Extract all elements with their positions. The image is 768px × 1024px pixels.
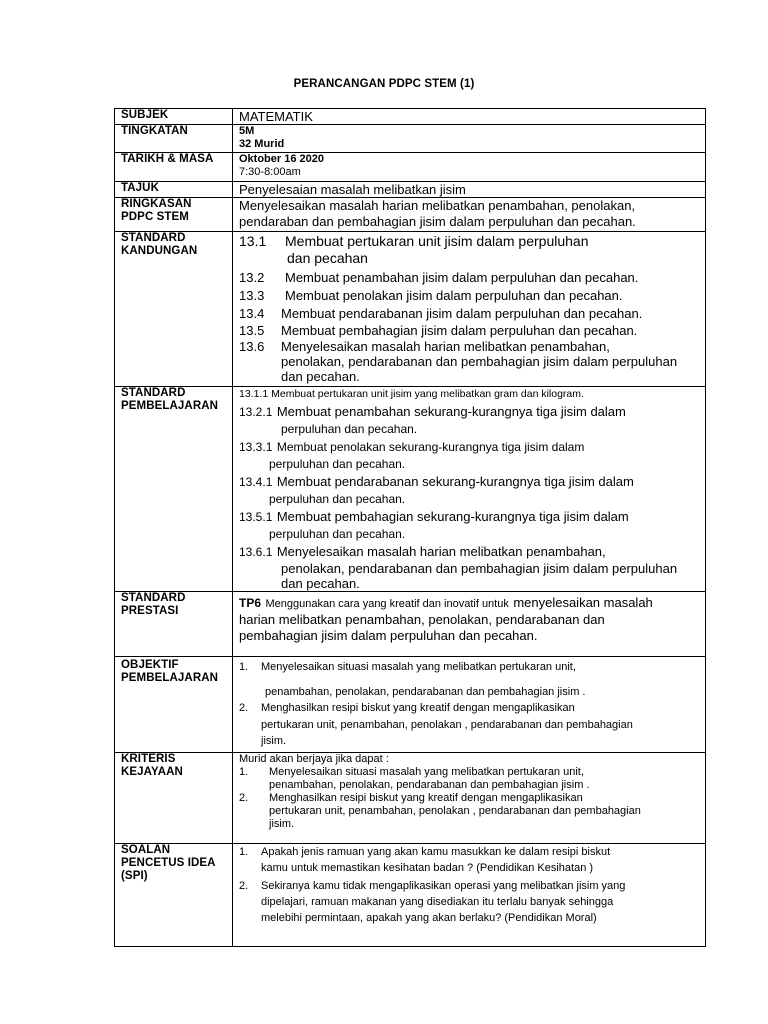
label-kandungan-1: STANDARD bbox=[121, 232, 186, 244]
ringkasan-line: pendaraban dan pembahagian jisim dalam perpuluhan dan pecahan. bbox=[239, 214, 636, 229]
label-kriteria-2: KEJAYAAN bbox=[121, 766, 183, 778]
label-objektif-2: PEMBELAJARAN bbox=[121, 672, 219, 684]
objektif-item: 1. Menyelesaikan situasi masalah yang melibatkan pertukaran unit, bbox=[239, 661, 576, 673]
label-pembelajaran-1: STANDARD bbox=[121, 387, 186, 399]
label-kandungan-2: KANDUNGAN bbox=[121, 245, 198, 257]
prestasi-rest: menyelesaikan masalah bbox=[513, 595, 653, 610]
kandungan-item: 13.1 Membuat pertukaran unit jisim dalam perpuluhan bbox=[239, 233, 589, 249]
label-soalan-1: SOALAN bbox=[121, 844, 171, 856]
objektif-item-cont: jisim. bbox=[261, 735, 287, 747]
label-prestasi-2: PRESTASI bbox=[121, 605, 179, 617]
objektif-item-cont: pertukaran unit, penambahan, penolakan , pendarabanan dan pembahagian bbox=[261, 719, 633, 731]
ringkasan-line: Menyelesaikan masalah harian melibatkan penambahan, penolakan, bbox=[239, 198, 636, 213]
soalan-item-cont: kamu untuk memastikan kesihatan badan ? (Pendidikan Kesihatan ) bbox=[261, 862, 594, 874]
pembelajaran-item-cont: perpuluhan dan pecahan. bbox=[269, 527, 406, 541]
pembelajaran-item: 13.5.1 Membuat pembahagian sekurang-kurangnya tiga jisim dalam bbox=[239, 509, 629, 524]
label-tarikh: TARIKH & MASA bbox=[115, 153, 233, 182]
row-tingkatan bbox=[115, 125, 706, 153]
kandungan-item: 13.4 Membuat pendarabanan jisim dalam perpuluhan dan pecahan. bbox=[239, 306, 643, 321]
prestasi-small: Menggunakan cara yang kreatif dan inovatif untuk bbox=[265, 598, 509, 610]
label-pembelajaran-2: PEMBELAJARAN bbox=[121, 400, 219, 412]
prestasi-tp: TP6 bbox=[239, 596, 262, 610]
kriteria-item: 1. Menyelesaikan situasi masalah yang melibatkan pertukaran unit, bbox=[239, 766, 584, 778]
value-tingkatan: 5M bbox=[239, 125, 255, 137]
row-objektif bbox=[115, 657, 706, 753]
value-tajuk: Penyelesaian masalah melibatkan jisim bbox=[233, 182, 706, 198]
label-subjek: SUBJEK bbox=[115, 109, 233, 125]
kriteria-intro: Murid akan berjaya jika dapat : bbox=[239, 753, 389, 765]
kriteria-item-cont: pertukaran unit, penambahan, penolakan , pendarabanan dan pembahagian bbox=[269, 805, 641, 817]
prestasi-line: harian melibatkan penambahan, penolakan, pendarabanan dan bbox=[239, 612, 605, 627]
document-title: PERANCANGAN PDPC STEM (1) bbox=[293, 78, 475, 90]
kriteria-item-cont: penambahan, penolakan, pendarabanan dan pembahagian jisim . bbox=[269, 779, 590, 791]
kandungan-item-cont: dan pecahan bbox=[287, 250, 368, 266]
pembelajaran-item: 13.1.1 Membuat pertukaran unit jisim yang melibatkan gram dan kilogram. bbox=[239, 388, 584, 400]
label-ringkasan-1: RINGKASAN bbox=[121, 198, 192, 210]
label-kriteria-1: KRITERIS bbox=[121, 753, 176, 765]
pembelajaran-item: 13.6.1 Menyelesaikan masalah harian melibatkan penambahan, bbox=[239, 544, 606, 559]
kandungan-item: 13.2 Membuat penambahan jisim dalam perpuluhan dan pecahan. bbox=[239, 270, 639, 285]
row-tajuk bbox=[115, 182, 706, 198]
kriteria-item-cont: jisim. bbox=[269, 818, 295, 830]
label-tajuk: TAJUK bbox=[115, 182, 233, 198]
value-date: Oktober 16 2020 bbox=[239, 153, 324, 165]
pembelajaran-item-cont: perpuluhan dan pecahan. bbox=[281, 422, 418, 436]
prestasi-line: pembahagian jisim dalam perpuluhan dan pecahan. bbox=[239, 628, 538, 643]
pembelajaran-item-cont: perpuluhan dan pecahan. bbox=[269, 457, 406, 471]
objektif-item: 2. Menghasilkan resipi biskut yang kreatif dengan mengaplikasikan bbox=[239, 702, 575, 714]
kandungan-item-cont: dan pecahan. bbox=[281, 369, 360, 384]
objektif-item-cont: penambahan, penolakan, pendarabanan dan pembahagian jisim . bbox=[265, 686, 586, 698]
soalan-item-cont: dipelajari, ramuan makanan yang disediakan itu terlalu banyak sehingga bbox=[261, 896, 614, 908]
soalan-item: 1. Apakah jenis ramuan yang akan kamu masukkan ke dalam resipi biskut bbox=[239, 846, 611, 858]
value-subjek: MATEMATIK bbox=[233, 109, 706, 125]
label-prestasi-1: STANDARD bbox=[121, 592, 186, 604]
label-tingkatan: TINGKATAN bbox=[115, 125, 233, 153]
pembelajaran-item-cont: perpuluhan dan pecahan. bbox=[269, 492, 406, 506]
pembelajaran-item-cont: dan pecahan. bbox=[281, 576, 360, 591]
kandungan-item: 13.5 Membuat pembahagian jisim dalam perpuluhan dan pecahan. bbox=[239, 323, 638, 338]
pembelajaran-item: 13.2.1 Membuat penambahan sekurang-kurangnya tiga jisim dalam bbox=[239, 404, 626, 419]
row-kriteria bbox=[115, 753, 706, 844]
label-soalan-3: (SPI) bbox=[121, 870, 148, 882]
kandungan-item-cont: penolakan, pendarabanan dan pembahagian jisim dalam perpuluhan bbox=[281, 354, 678, 369]
kandungan-item: 13.6 Menyelesaikan masalah harian melibatkan penambahan, bbox=[239, 339, 610, 354]
lesson-plan-table bbox=[114, 108, 706, 947]
soalan-item-cont: melebihi permintaan, apakah yang akan berlaku? (Pendidikan Moral) bbox=[261, 912, 597, 924]
kriteria-item: 2. Menghasilkan resipi biskut yang kreatif dengan mengaplikasikan bbox=[239, 792, 583, 804]
row-standard-pembelajaran bbox=[115, 387, 706, 592]
row-ringkasan bbox=[115, 198, 706, 232]
kandungan-item: 13.3 Membuat penolakan jisim dalam perpuluhan dan pecahan. bbox=[239, 288, 623, 303]
label-soalan-2: PENCETUS IDEA bbox=[121, 857, 216, 869]
pembelajaran-item: 13.4.1 Membuat pendarabanan sekurang-kurangnya tiga jisim dalam bbox=[239, 474, 634, 489]
row-standard-kandungan bbox=[115, 232, 706, 387]
pembelajaran-item-cont: penolakan, pendarabanan dan pembahagian jisim dalam perpuluhan bbox=[281, 561, 678, 576]
row-soalan bbox=[115, 844, 706, 947]
soalan-item: 2. Sekiranya kamu tidak mengaplikasikan operasi yang melibatkan jisim yang bbox=[239, 880, 626, 892]
pembelajaran-item: 13.3.1 Membuat penolakan sekurang-kurangnya tiga jisim dalam bbox=[239, 440, 585, 454]
value-murid: 32 Murid bbox=[239, 138, 285, 150]
row-standard-prestasi bbox=[115, 592, 706, 657]
value-time: 7:30-8:00am bbox=[239, 166, 301, 178]
label-ringkasan-2: PDPC STEM bbox=[121, 211, 189, 223]
label-objektif-1: OBJEKTIF bbox=[121, 659, 179, 671]
row-subjek bbox=[115, 109, 706, 125]
row-tarikh bbox=[115, 153, 706, 182]
